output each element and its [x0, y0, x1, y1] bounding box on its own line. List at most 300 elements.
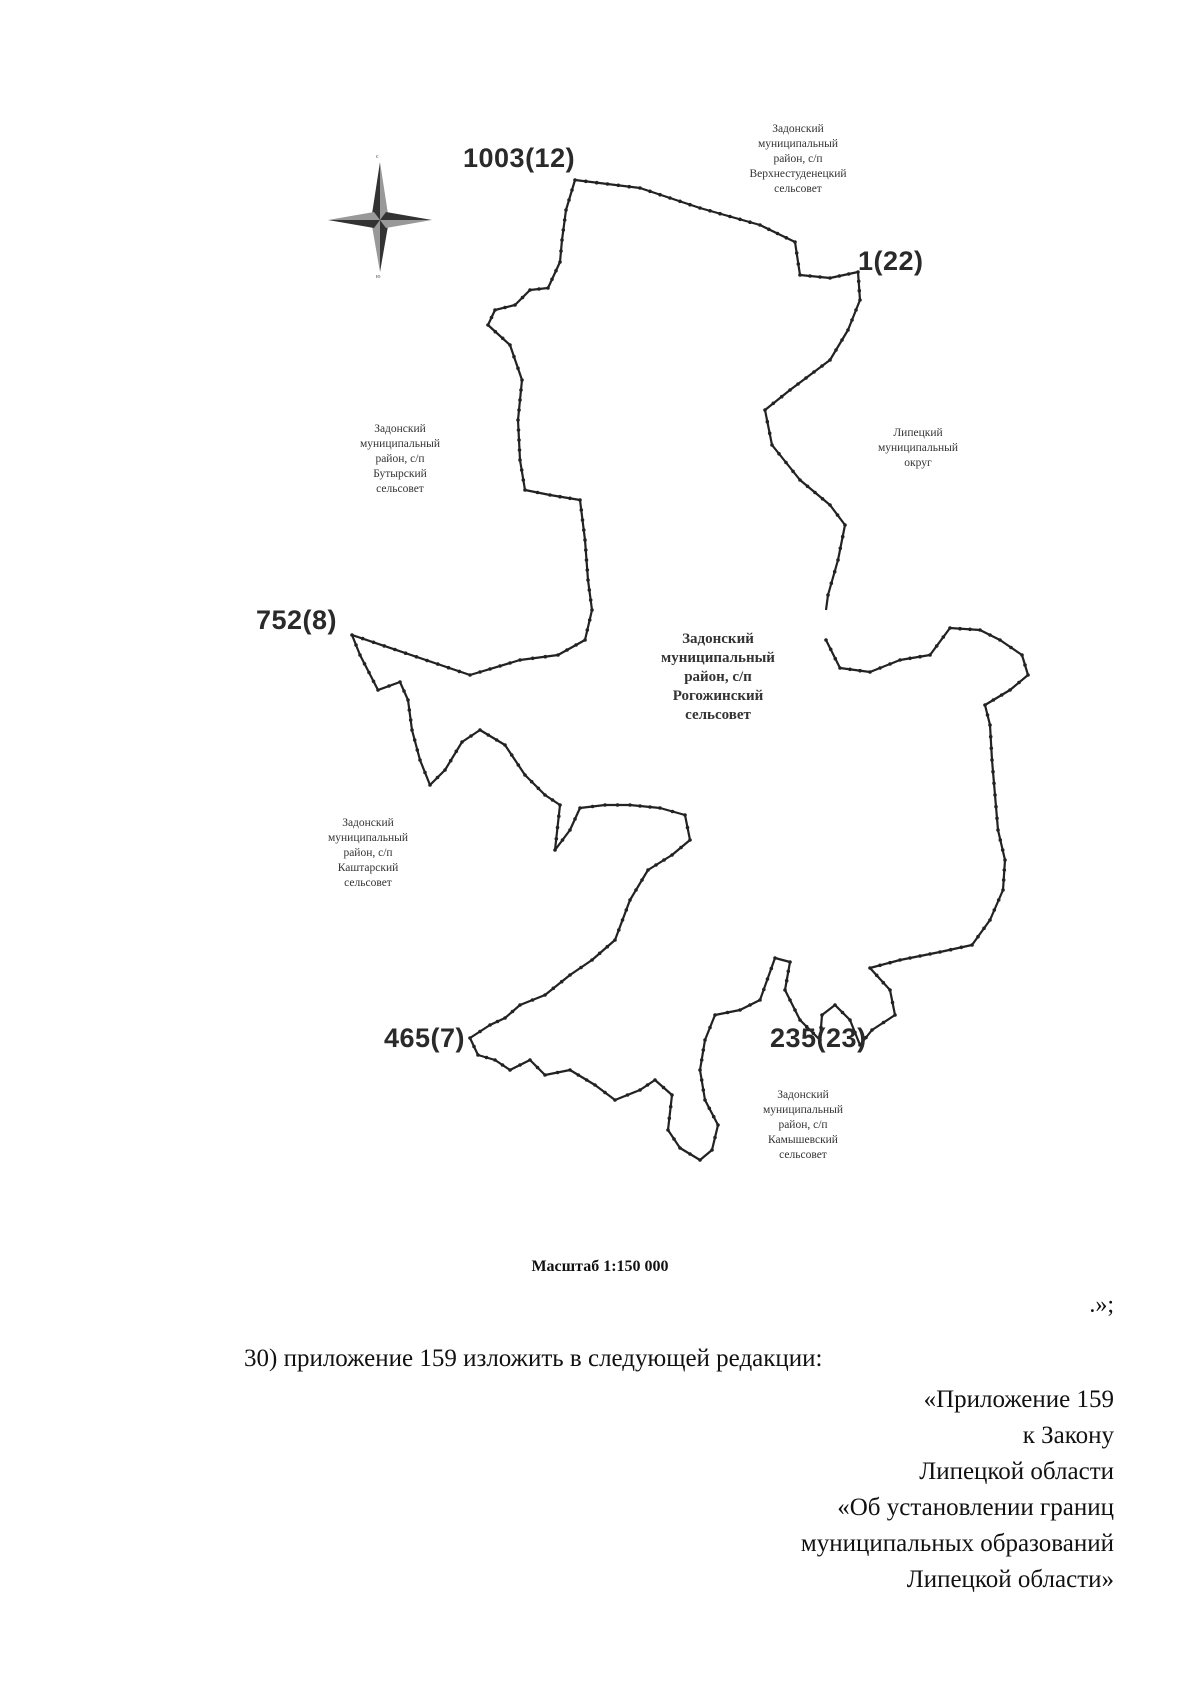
boundary-vertex	[821, 497, 825, 501]
boundary-vertex	[363, 662, 367, 666]
boundary-vertex	[918, 954, 922, 958]
boundary-vertex	[523, 488, 527, 492]
boundary-vertex	[516, 418, 520, 422]
boundary-vertex	[543, 1073, 547, 1077]
boundary-vertex	[748, 220, 752, 224]
boundary-vertex	[606, 945, 610, 949]
boundary-vertex	[669, 1105, 673, 1109]
boundary-vertex	[578, 806, 582, 810]
boundary-vertex	[888, 662, 892, 666]
boundary-vertex	[718, 212, 722, 216]
boundary-vertex	[824, 638, 828, 642]
boundary-vertex	[522, 478, 526, 482]
boundary-vertex	[708, 209, 712, 213]
boundary-vertex	[382, 644, 386, 648]
boundary-vertex	[520, 468, 524, 472]
boundary-vertex	[748, 1003, 752, 1007]
boundary-vertex	[840, 338, 844, 342]
boundary-vertex	[518, 398, 522, 402]
boundary-vertex	[992, 698, 996, 702]
boundary-vertex	[804, 376, 808, 380]
boundary-vertex	[767, 228, 771, 232]
boundary-vertex	[758, 223, 762, 227]
boundary-vertex	[586, 568, 590, 572]
boundary-vertex	[593, 1083, 597, 1087]
boundary-vertex	[585, 558, 589, 562]
boundary-vertex	[410, 728, 414, 732]
boundary-vertex	[688, 203, 692, 207]
boundary-vertex	[997, 898, 1001, 902]
boundary-vertex	[653, 1078, 657, 1082]
boundary-vertex	[573, 817, 577, 821]
boundary-vertex	[797, 262, 801, 266]
boundary-vertex	[496, 1020, 500, 1024]
boundary-vertex	[528, 1058, 532, 1062]
boundary-vertex	[510, 753, 514, 757]
boundary-vertex	[588, 588, 592, 592]
boundary-vertex	[828, 503, 832, 507]
boundary-vertex	[843, 523, 847, 527]
boundary-vertex	[808, 274, 812, 278]
boundary-vertex	[988, 633, 992, 637]
boundary-vertex	[512, 355, 516, 359]
boundary-vertex	[780, 395, 784, 399]
boundary-vertex	[834, 657, 838, 661]
boundary-vertex	[683, 813, 687, 817]
boundary-vertex	[564, 208, 568, 212]
boundary-vertex	[574, 643, 578, 647]
boundary-vertex	[557, 815, 561, 819]
boundary-vertex	[787, 970, 791, 974]
boundary-vertex	[488, 1023, 492, 1027]
boundary-vertex	[990, 758, 994, 762]
boundary-vertex	[402, 689, 406, 693]
boundary-vertex	[537, 787, 541, 791]
boundary-vertex	[520, 378, 524, 382]
boundary-vertex	[1002, 878, 1006, 882]
boundary-vertex	[839, 547, 843, 551]
boundary-vertex	[777, 452, 781, 456]
boundary-vertex	[1001, 888, 1005, 892]
boundary-vertex	[698, 1158, 702, 1162]
neighbor-label-verkhnestudenetsky: Задонский муниципальный район, с/п Верхнестуденецкий сельсовет	[749, 123, 847, 195]
boundary-vertex	[662, 1086, 666, 1090]
boundary-vertex	[670, 853, 674, 857]
boundary-vertex	[603, 1091, 607, 1095]
boundary-vertex	[646, 1083, 650, 1087]
boundary-vertex	[713, 1013, 717, 1017]
boundary-vertex	[788, 998, 792, 1002]
boundary-vertex	[519, 388, 523, 392]
boundary-vertex	[758, 998, 762, 1002]
boundary-vertex	[443, 768, 447, 772]
boundary-vertex	[508, 661, 512, 665]
boundary-vertex	[568, 1068, 572, 1072]
boundary-vertex	[788, 960, 792, 964]
boundary-vertex	[603, 803, 607, 807]
boundary-vertex	[798, 273, 802, 277]
boundary-vertex	[634, 888, 638, 892]
boundary-vertex	[568, 497, 572, 501]
boundary-vertex	[1003, 858, 1007, 862]
boundary-vertex	[713, 1136, 717, 1140]
boundary-vertex	[783, 988, 787, 992]
boundary-vertex	[918, 655, 922, 659]
boundary-vertex	[836, 558, 840, 562]
boundary-vertex	[828, 358, 832, 362]
boundary-vertex	[586, 628, 590, 632]
boundary-vertex	[558, 803, 562, 807]
boundary-vertex	[995, 817, 999, 821]
boundary-vertex	[415, 655, 419, 659]
boundary-vertex	[558, 495, 562, 499]
boundary-vertex	[888, 961, 892, 965]
boundary-vertex	[698, 206, 702, 210]
boundary-vertex	[772, 402, 776, 406]
boundary-vertex	[528, 288, 532, 292]
boundary-vertex	[568, 973, 572, 977]
boundary-vertex	[428, 783, 432, 787]
boundary-vertex	[833, 1003, 837, 1007]
boundary-vertex	[495, 738, 499, 742]
boundary-vertex	[408, 708, 412, 712]
boundary-vertex	[848, 668, 852, 672]
boundary-vertex	[543, 793, 547, 797]
boundary-vertex	[668, 196, 672, 200]
boundary-vertex	[898, 658, 902, 662]
boundary-vertex	[468, 1036, 472, 1040]
boundary-vertex	[668, 1117, 672, 1121]
boundary-vertex	[567, 198, 571, 202]
boundary-vertex	[990, 747, 994, 751]
boundary-vertex	[958, 627, 962, 631]
boundary-vertex	[826, 593, 830, 597]
boundary-vertex	[458, 670, 462, 674]
boundary-vertex	[666, 1128, 670, 1132]
boundary-vertex	[423, 771, 427, 775]
boundary-vertex	[970, 943, 974, 947]
boundary-vertex	[513, 303, 517, 307]
boundary-vertex	[798, 478, 802, 482]
boundary-vertex	[487, 733, 491, 737]
compass-south-label: ю	[376, 274, 381, 280]
boundary-vertex	[928, 952, 932, 956]
boundary-vertex	[494, 330, 498, 334]
boundary-vertex	[928, 653, 932, 657]
boundary-vertex	[820, 1013, 824, 1017]
boundary-vertex	[688, 838, 692, 842]
boundary-vertex	[847, 272, 851, 276]
boundary-vertex	[1003, 868, 1007, 872]
neighbor-label-lipetsky: Липецкий муниципальный округ	[877, 427, 959, 469]
boundary-vertex	[834, 348, 838, 352]
boundary-vertex	[898, 958, 902, 962]
boundary-vertex	[584, 180, 588, 184]
boundary-line-west	[352, 180, 685, 850]
boundary-vertex	[830, 582, 834, 586]
boundary-vertex	[989, 735, 993, 739]
boundary-vertex	[813, 491, 817, 495]
boundary-vertex	[875, 974, 879, 978]
boundary-vertex	[376, 688, 380, 692]
boundary-vertex	[425, 659, 429, 663]
boundary-vertex	[700, 1078, 704, 1082]
boundary-vertex	[762, 988, 766, 992]
boundary-vertex	[982, 927, 986, 931]
boundary-vertex	[1009, 646, 1013, 650]
boundary-vertex	[358, 653, 362, 657]
boundary-vertex	[518, 658, 522, 662]
boundary-vertex	[820, 364, 824, 368]
boundary-vertex	[581, 518, 585, 522]
boundary-vertex	[976, 935, 980, 939]
boundary-vertex	[406, 698, 410, 702]
boundary-vertex	[993, 793, 997, 797]
neighbor-label-kamyshevsky: Задонский муниципальный район, с/п Камышевский сельсовет	[762, 1089, 844, 1161]
boundary-vertex	[511, 1010, 515, 1014]
boundary-vertex	[583, 638, 587, 642]
boundary-vertex	[993, 908, 997, 912]
boundary-vertex	[568, 828, 572, 832]
boundary-vertex	[935, 644, 939, 648]
boundary-vertex	[785, 979, 789, 983]
boundary-vertex	[949, 948, 953, 952]
boundary-vertex	[573, 178, 577, 182]
boundary-vertex	[580, 508, 584, 512]
boundary-vertex	[978, 628, 982, 632]
boundary-vertex	[838, 666, 842, 670]
boundary-vertex	[812, 370, 816, 374]
boundary-vertex	[868, 670, 872, 674]
boundary-vertex	[838, 274, 842, 278]
boundary-vertex	[556, 1071, 560, 1075]
boundary-vertex	[671, 810, 675, 814]
boundary-vertex	[521, 296, 525, 300]
boundary-vertex	[678, 200, 682, 204]
boundary-vertex	[888, 988, 892, 992]
boundary-vertex	[606, 182, 610, 186]
boundary-vertex	[768, 432, 772, 436]
boundary-vertex	[627, 185, 631, 189]
boundary-vertex	[449, 759, 453, 763]
boundary-vertex	[617, 184, 621, 188]
boundary-vertex	[518, 1003, 522, 1007]
boundary-vertex	[776, 232, 780, 236]
boundary-vertex	[891, 1001, 895, 1005]
boundary-vertex	[700, 1058, 704, 1062]
boundary-vertex	[530, 780, 534, 784]
boundary-vertex	[784, 461, 788, 465]
boundary-vertex	[878, 666, 882, 670]
boundary-vertex	[621, 918, 625, 922]
boundary-vertex	[418, 758, 422, 762]
boundary-vertex	[646, 868, 650, 872]
boundary-vertex	[436, 776, 440, 780]
boundary-vertex	[857, 280, 861, 284]
boundary-vertex	[640, 878, 644, 882]
boundary-vertex	[584, 548, 588, 552]
boundary-vertex	[836, 513, 840, 517]
boundary-vertex	[628, 803, 632, 807]
boundary-vertex	[551, 798, 555, 802]
boundary-vertex	[460, 740, 464, 744]
boundary-vertex	[785, 236, 789, 240]
boundary-vertex	[416, 748, 420, 752]
boundary-vertex	[493, 308, 497, 312]
boundary-vertex	[868, 966, 872, 970]
boundary-vertex	[848, 1018, 852, 1022]
boundary-vertex	[658, 806, 662, 810]
boundary-vertex	[595, 181, 599, 185]
boundary-vertex	[992, 782, 996, 786]
boundary-vertex	[554, 269, 558, 273]
boundary-vertex	[447, 666, 451, 670]
boundary-vertex	[553, 848, 557, 852]
boundary-vertex	[559, 249, 563, 253]
point-label-465: 465(7)	[384, 1023, 466, 1053]
boundary-vertex	[552, 987, 556, 991]
boundary-vertex	[688, 1152, 692, 1156]
boundary-vertex	[1001, 848, 1005, 852]
boundary-vertex	[770, 443, 774, 447]
boundary-vertex	[503, 306, 507, 310]
main-area-label: Задонский муниципальный район, с/п Рогожинский сельсовет	[661, 631, 775, 723]
boundary-vertex	[372, 680, 376, 684]
boundary-vertex	[501, 337, 505, 341]
boundary-vertex	[478, 1030, 482, 1034]
boundary-vertex	[983, 703, 987, 707]
boundary-vertex	[361, 637, 365, 641]
boundary-vertex	[994, 805, 998, 809]
appendix-line: муниципальных образований	[800, 1530, 1114, 1557]
boundary-vertex	[798, 1018, 802, 1022]
boundary-vertex	[938, 950, 942, 954]
boundary-vertex	[766, 420, 770, 424]
boundary-vertex	[999, 838, 1003, 842]
boundary-vertex	[544, 655, 548, 659]
boundary-vertex	[501, 1063, 505, 1067]
neighbor-label-kasharsky: Задонский муниципальный район, с/п Каштарский сельсовет	[327, 817, 409, 889]
appendix-heading	[801, 1382, 1114, 1598]
boundary-vertex	[698, 1068, 702, 1072]
boundary-vertex	[617, 928, 621, 932]
boundary-vertex	[387, 684, 391, 688]
boundary-vertex	[468, 673, 472, 677]
boundary-vertex	[858, 289, 862, 293]
boundary-vertex	[1020, 653, 1024, 657]
boundary-vertex	[1017, 681, 1021, 685]
boundary-vertex	[493, 1058, 497, 1062]
boundary-vertex	[570, 188, 574, 192]
boundary-vertex	[658, 193, 662, 197]
boundary-vertex	[793, 240, 797, 244]
boundary-vertex	[516, 367, 520, 371]
boundary-vertex	[517, 438, 521, 442]
boundary-vertex	[508, 343, 512, 347]
boundary-vertex	[703, 1098, 707, 1102]
boundary-vertex	[555, 837, 559, 841]
boundary-vertex	[728, 215, 732, 219]
boundary-vertex	[841, 1011, 845, 1015]
boundary-vertex	[478, 728, 482, 732]
boundary-vertex	[498, 664, 502, 668]
closing-quote: .»;	[1089, 1292, 1114, 1318]
boundary-vertex	[793, 1008, 797, 1012]
boundary-vertex	[354, 643, 358, 647]
boundary-vertex	[712, 1115, 716, 1119]
boundary-vertex	[436, 662, 440, 666]
boundary-vertex	[648, 805, 652, 809]
boundary-vertex	[708, 1107, 712, 1111]
boundary-vertex	[517, 763, 521, 767]
boundary-vertex	[550, 278, 554, 282]
boundary-vertex	[556, 826, 560, 830]
boundary-vertex	[806, 485, 810, 489]
boundary-vertex	[560, 238, 564, 242]
boundary-vertex	[942, 635, 946, 639]
boundary-vertex	[598, 952, 602, 956]
boundary-vertex	[791, 470, 795, 474]
boundary-vertex	[616, 803, 620, 807]
boundary-vertex	[654, 863, 658, 867]
boundary-vertex	[485, 1056, 489, 1060]
boundary-vertex	[882, 981, 886, 985]
point-label-752: 752(8)	[256, 605, 338, 635]
boundary-vertex	[986, 713, 990, 717]
boundary-vertex	[577, 1073, 581, 1077]
boundary-vertex	[517, 408, 521, 412]
boundary-vertex	[858, 298, 862, 302]
boundary-vertex	[638, 186, 642, 190]
boundary-vertex	[398, 680, 402, 684]
boundary-vertex	[537, 287, 541, 291]
neighbor-label-butyrsky: Задонский муниципальный район, с/п Бутырский сельсовет	[359, 423, 441, 495]
boundary-vertex	[367, 671, 371, 675]
boundary-vertex	[558, 260, 562, 264]
boundary-vertex	[702, 1088, 706, 1092]
boundary-vertex	[882, 1021, 886, 1025]
boundary-vertex	[710, 1148, 714, 1152]
boundary-vertex	[788, 388, 792, 392]
boundary-vertex	[409, 718, 413, 722]
appendix-line: к Закону	[1022, 1422, 1114, 1449]
boundary-vertex	[518, 458, 522, 462]
appendix-line: «Приложение 159	[923, 1386, 1114, 1413]
boundary-vertex	[738, 1008, 742, 1012]
amendment-item: 30) приложение 159 изложить в следующей редакции:	[244, 1345, 823, 1372]
boundary-vertex	[478, 670, 482, 674]
boundary-vertex	[565, 648, 569, 652]
boundary-vertex	[582, 528, 586, 532]
boundary-vertex	[503, 743, 507, 747]
boundary-vertex	[583, 538, 587, 542]
boundary-vertex	[738, 218, 742, 222]
boundary-vertex	[686, 826, 690, 830]
boundary-vertex	[828, 276, 832, 280]
boundary-vertex	[1023, 663, 1027, 667]
boundary-vertex	[517, 428, 521, 432]
boundary-vertex	[393, 648, 397, 652]
boundary-vertex	[638, 1088, 642, 1092]
boundary-vertex	[670, 1093, 674, 1097]
boundary-vertex	[548, 493, 552, 497]
boundary-vertex	[716, 1123, 720, 1127]
boundary-vertex	[988, 723, 992, 727]
appendix-line: Липецкой области»	[906, 1566, 1114, 1593]
boundary-vertex	[766, 977, 770, 981]
boundary-vertex	[579, 966, 583, 970]
appendix-line: «Об установлении границ	[837, 1494, 1114, 1521]
